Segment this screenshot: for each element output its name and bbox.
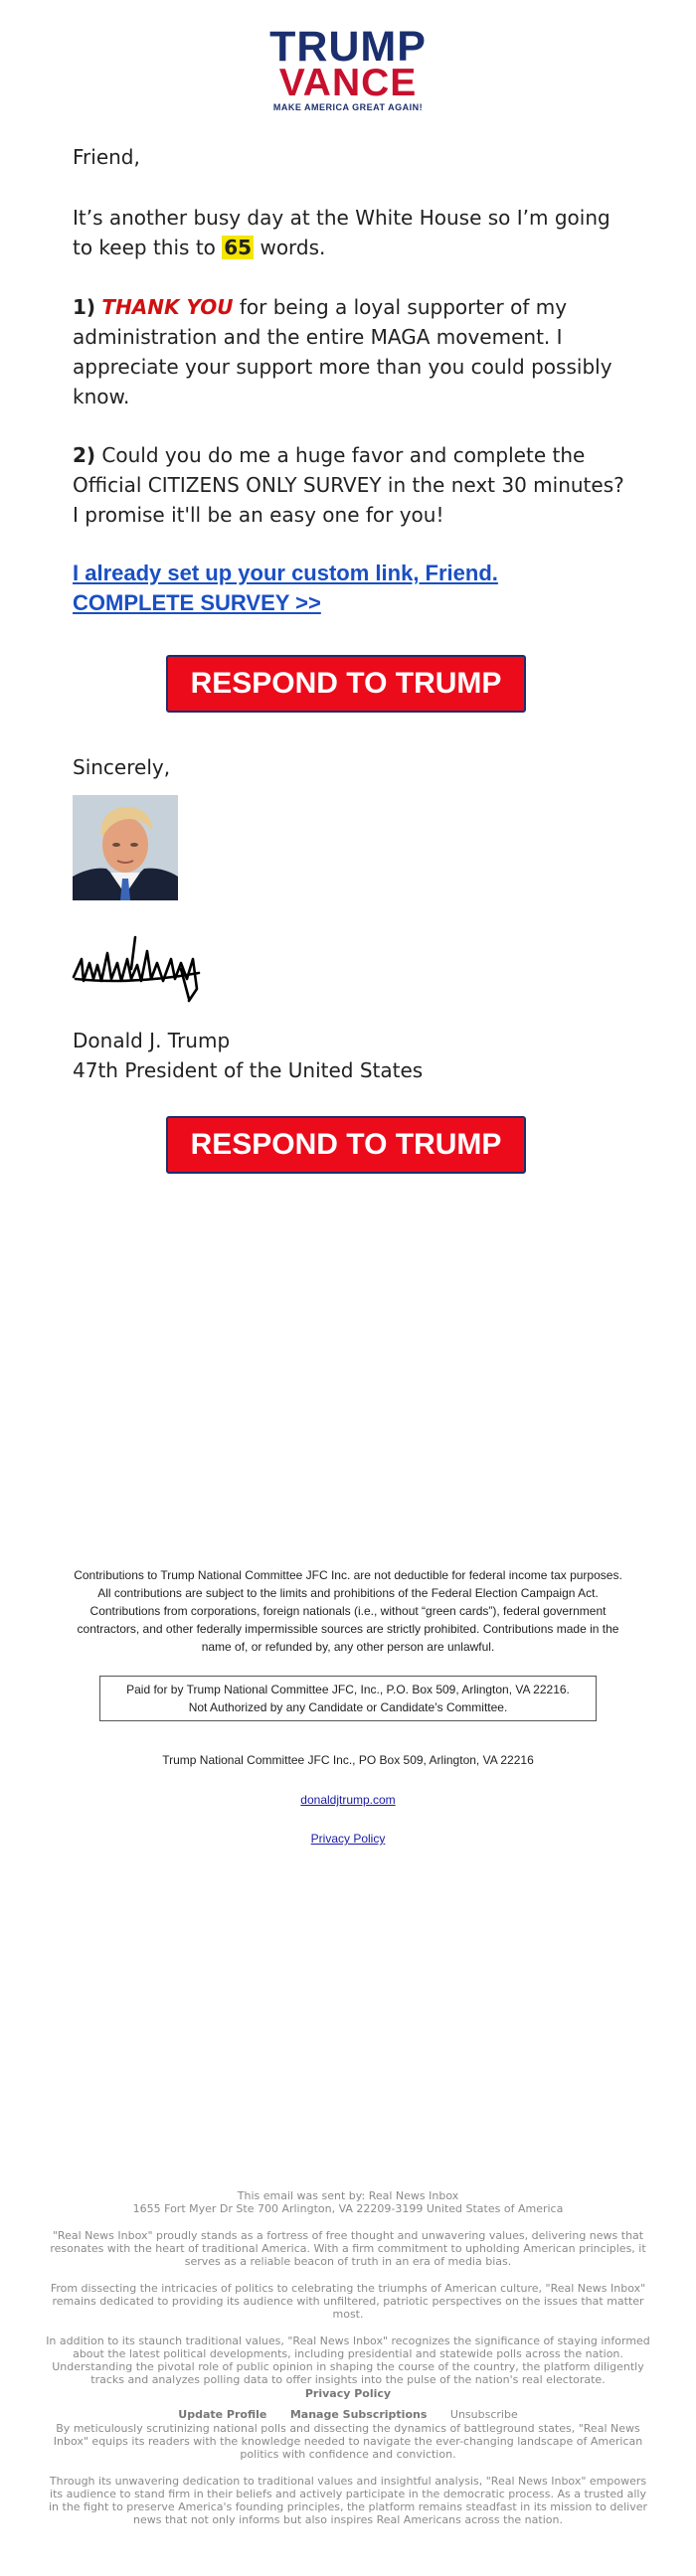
trump-signature xyxy=(72,929,211,1007)
manage-subscriptions-link[interactable]: Manage Subscriptions xyxy=(289,2408,428,2421)
item-number-2: 2) xyxy=(73,443,96,467)
footer-paragraph-1: "Real News Inbox" proudly stands as a fortress of free thought and unwavering values, delivering news that resonates with the heart of traditional America. With a firm commitment to upholding American principles, it serves as a reliable beacon of truth in an era of media bias. xyxy=(50,2229,646,2268)
website-link-wrap xyxy=(0,1792,696,1808)
complete-survey-link[interactable] xyxy=(73,559,629,618)
portrait-illustration xyxy=(73,795,178,900)
logo-slogan: MAKE AMERICA GREAT AGAIN! xyxy=(272,102,424,112)
footer-links xyxy=(0,2408,696,2421)
footer-paragraph-5: Through its unwavering dedication to traditional values and insightful analysis, "Real News Inbox" empowers its audience to stand firm in their beliefs and actively participate in the democratic process. As a trusted ally in the fight to preserve America's founding principles, the platform remains steadfast in its mission to deliver news that not only informs but also inspires Real Americans across the nation. xyxy=(48,2475,647,2526)
committee-address: Trump National Committee JFC Inc., PO Box 509, Arlington, VA 22216 xyxy=(162,1753,534,1767)
paid-for-by-box xyxy=(99,1676,597,1721)
respond-to-trump-button-2[interactable]: RESPOND TO TRUMP xyxy=(166,1116,526,1174)
signer-title: 47th President of the United States xyxy=(73,1058,424,1082)
sent-by-line: This email was sent by: Real News Inbox xyxy=(237,2189,459,2202)
thank-you-body: for being a loyal supporter of my administration and the entire MAGA movement. I appreciate your support more than you could possibly know. xyxy=(73,295,612,408)
website-link[interactable]: donaldjtrump.com xyxy=(300,1793,396,1807)
greeting: Friend, xyxy=(73,145,140,169)
logo-vance: VANCE xyxy=(278,62,418,104)
privacy-link-wrap xyxy=(0,1831,696,1847)
paragraph-survey-request xyxy=(73,440,629,530)
footer-paragraph-4: By meticulously scrutinizing national polls and dissecting the dynamics of battleground states, "Real News Inbox" equips its readers with the knowledge needed to navigate the ever-changing landscape of American politics with confidence and conviction. xyxy=(53,2422,643,2461)
paragraph-intro xyxy=(73,203,629,262)
intro-text: It’s another busy day at the White House so I’m going to keep this to xyxy=(73,206,610,259)
paragraph-thank-you xyxy=(73,292,629,411)
sender-address: 1655 Fort Myer Dr Ste 700 Arlington, VA 22209-3199 United States of America xyxy=(132,2202,564,2215)
not-authorized-line: Not Authorized by any Candidate or Candidate’s Committee. xyxy=(188,1700,508,1714)
thank-you-text: THANK YOU xyxy=(101,295,234,319)
respond-to-trump-button[interactable]: RESPOND TO TRUMP xyxy=(166,655,526,713)
footer-paragraph-2: From dissecting the intricacies of politics to celebrating the triumphs of American culture, "Real News Inbox" remains dedicated to providing its audience with unfiltered, patriotic perspectives on the issues that matter most. xyxy=(50,2282,646,2321)
trump-portrait-photo xyxy=(73,795,178,900)
footer-privacy-policy[interactable]: Privacy Policy xyxy=(304,2387,392,2400)
survey-link-line1[interactable]: I already set up your custom link, Friend. xyxy=(73,561,498,585)
survey-link-line2[interactable]: COMPLETE SURVEY >> xyxy=(73,590,321,615)
signer-name: Donald J. Trump xyxy=(73,1029,231,1052)
closing: Sincerely, xyxy=(73,755,171,779)
footer-paragraph-3: In addition to its staunch traditional values, "Real News Inbox" recognizes the significance of staying informed about the latest political developments, including presidential and statewide polls across the nation. Understanding the pivotal role of public opinion in shaping the course of the country, the platform diligently tracks and analyzes polling data to offer insights into the pulse of the nation's real electorate. xyxy=(46,2334,650,2386)
unsubscribe-link[interactable]: Unsubscribe xyxy=(449,2408,518,2421)
paid-for-line: Paid for by Trump National Committee JFC, Inc., P.O. Box 509, Arlington, VA 22216. xyxy=(126,1683,570,1696)
update-profile-link[interactable]: Update Profile xyxy=(178,2408,267,2421)
privacy-policy-link[interactable]: Privacy Policy xyxy=(310,1832,386,1846)
survey-request-body: Could you do me a huge favor and complete the Official CITIZENS ONLY SURVEY in the next 30 minutes? I promise it'll be an easy one for you! xyxy=(73,443,624,527)
logo-trump: TRUMP xyxy=(269,23,427,71)
intro-end: words. xyxy=(254,236,326,259)
word-count-highlight: 65 xyxy=(224,236,253,259)
trump-vance-logo xyxy=(0,23,696,113)
contribution-disclaimer: Contributions to Trump National Committee JFC Inc. are not deductible for federal income tax purposes. All contributions are subject to the limits and prohibitions of the Federal Election Campaign Act. Contributions from corporations, foreign nationals (i.e., without “green cards”), federal government contractors, and other federally impermissible sources are strictly prohibited. Contributions made in the name of, or refunded by, any other person are unlawful. xyxy=(74,1568,622,1654)
item-number-1: 1) xyxy=(73,295,96,319)
